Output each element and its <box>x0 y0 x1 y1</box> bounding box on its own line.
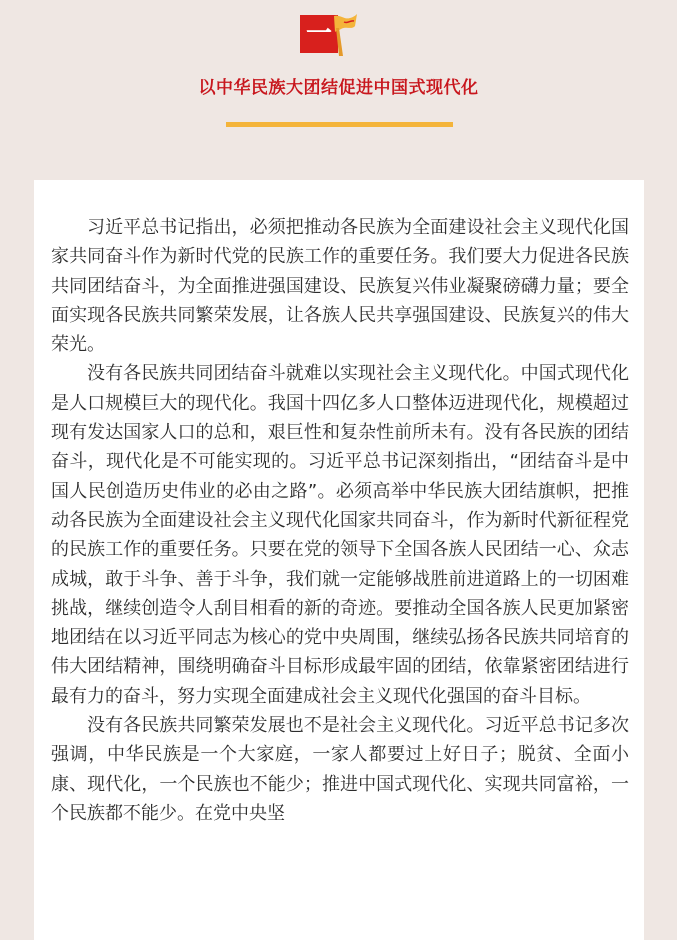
article-card <box>34 180 644 940</box>
section-number-badge <box>300 12 358 56</box>
section-title: 以中华民族大团结促进中国式现代化 <box>198 78 479 98</box>
section-number: 一 <box>300 15 338 53</box>
title-underline <box>226 122 453 127</box>
article-paragraph: 没有各民族共同繁荣发展也不是社会主义现代化。习近平总书记多次强调，中华民族是一个大家庭，一家人都要过上好日子；脱贫、全面小康、现代化，一个民族也不能少；推进中国式现代化、实现共同富裕，一个民族都不能少。在党中央坚 <box>51 715 629 824</box>
flag-icon <box>330 12 358 56</box>
article-paragraph: 习近平总书记指出，必须把推动各民族为全面建设社会主义现代化国家共同奋斗作为新时代党的民族工作的重要任务。我们要大力促进各民族共同团结奋斗，为全面推进强国建设、民族复兴伟业凝聚磅礴力量；要全面实现各民族共同繁荣发展，让各族人民共享强国建设、民族复兴的伟大荣光。 <box>51 217 629 356</box>
article-paragraph: 没有各民族共同团结奋斗就难以实现社会主义现代化。中国式现代化是人口规模巨大的现代化。我国十四亿多人口整体迈进现代化，规模超过现有发达国家人口的总和，艰巨性和复杂性前所未有。没有各民族的团结奋斗，现代化是不可能实现的。习近平总书记深刻指出，“团结奋斗是中国人民创造历史伟业的必由之路”。必须高举中华民族大团结旗帜，把推动各民族为全面建设社会主义现代化国家共同奋斗，作为新时代新征程党的民族工作的重要任务。只要在党的领导下全国各族人民团结一心、众志成城，敢于斗争、善于斗争，我们就一定能够战胜前进道路上的一切困难挑战，继续创造令人刮目相看的新的奇迹。要推动全国各族人民更加紧密地团结在以习近平同志为核心的党中央周围，继续弘扬各民族共同培育的伟大团结精神，围绕明确奋斗目标形成最牢固的团结，依靠紧密团结进行最有力的奋斗，努力实现全面建成社会主义现代化强国的奋斗目标。 <box>51 363 629 707</box>
